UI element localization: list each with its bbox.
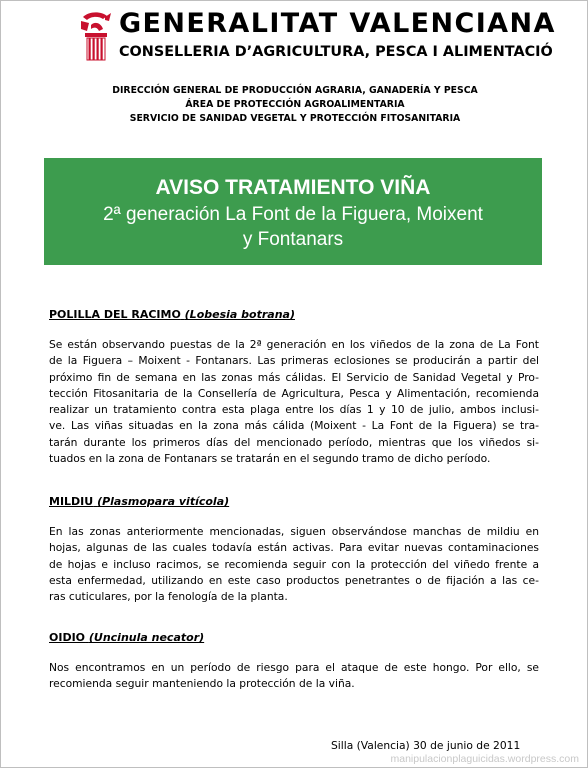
section-heading-oidio xyxy=(49,630,204,645)
body-line: En las zonas anteriormente mencionadas, siguen observándose manchas de mildiu en xyxy=(49,525,539,538)
signature-date: Silla (Valencia) 30 de junio de 2011 xyxy=(331,739,521,752)
department-line: SERVICIO DE SANIDAD VEGETAL Y PROTECCIÓN FITOSANITARIA xyxy=(129,113,461,124)
watermark: manipulacionplaguicidas.wordpress.com xyxy=(390,753,579,765)
body-line: Nos encontramos en un período de riesgo para el ataque de este hongo. Por ello, se xyxy=(49,661,539,674)
department-line: ÁREA DE PROTECCIÓN AGROALIMENTARIA xyxy=(185,99,405,110)
body-line: hojas, algunas de las cuales todavía están activas. Para evitar nuevas contaminaciones xyxy=(49,541,539,555)
department-block xyxy=(61,84,529,126)
section-body-oidio xyxy=(49,660,539,693)
body-line: ve. Las viñas situadas en la zona más cálida (Moixent - La Font de la Figuera) se tra- xyxy=(49,419,539,433)
notice-banner xyxy=(44,158,542,265)
organization-subtitle: CONSELLERIA D’AGRICULTURA, PESCA I ALIMENTACIÓ xyxy=(119,44,553,60)
body-line: tarán durante los primeros días del mencionado período, mientras que los viñedos si- xyxy=(49,435,539,449)
section-heading-latin: (Lobesia botrana) xyxy=(184,308,295,321)
department-line: DIRECCIÓN GENERAL DE PRODUCCIÓN AGRARIA, GANADERÍA Y PESCA xyxy=(112,85,478,96)
organization-title: GENERALITAT VALENCIANA xyxy=(119,8,556,39)
section-heading-text: OIDIO xyxy=(49,631,86,644)
notice-title: AVISO TRATAMIENTO VIÑA xyxy=(155,176,431,199)
body-line: Se están observando puestas de la 2ª generación en los viñedos de la zona de La Font xyxy=(49,338,539,351)
body-line: recomienda seguir manteniendo la protección de la viña. xyxy=(49,677,355,691)
section-heading-latin: (Plasmopara vitícola) xyxy=(97,495,230,508)
body-line: realizar un tratamiento contra esta plaga entre los días 1 y 10 de julio, ambos inclusi- xyxy=(49,403,539,417)
section-body-mildiu xyxy=(49,524,539,605)
notice-subtitle-line: y Fontanars xyxy=(242,229,344,250)
body-line: tuados en la zona de Fontanars se tratarán en el segundo tramo de dicho período. xyxy=(49,452,491,466)
generalitat-valenciana-bat-crest-icon xyxy=(79,11,113,63)
body-line: de hojas e incluso racimos, se recomienda seguir con la protección del viñedo frente a xyxy=(49,557,539,571)
section-heading-text: MILDIU xyxy=(49,495,94,508)
body-line: esta enfermedad, utilizando en este caso productos penetrantes o de fijación a las ce- xyxy=(49,573,539,587)
body-line: tección Fitosanitaria de la Consellería de Agricultura, Pesca y Alimentación, recomienda xyxy=(49,386,539,400)
body-line: de la Figuera – Moixent - Fontanars. Las primeras eclosiones se producirán a partir del xyxy=(49,354,539,368)
body-line: ras cuticulares, por la fenología de la planta. xyxy=(49,590,288,604)
section-heading-text: POLILLA DEL RACIMO xyxy=(49,308,181,321)
section-heading-mildiu xyxy=(49,494,229,509)
section-heading-polilla xyxy=(49,307,295,322)
body-line: próximo fin de semana en las zonas más cálidas. El Servicio de Sanidad Vegetal y Pro- xyxy=(49,370,539,384)
section-heading-latin: (Uncinula necator) xyxy=(88,631,205,644)
section-body-polilla xyxy=(49,337,539,467)
notice-subtitle-line: 2ª generación La Font de la Figuera, Moixent xyxy=(103,204,483,225)
